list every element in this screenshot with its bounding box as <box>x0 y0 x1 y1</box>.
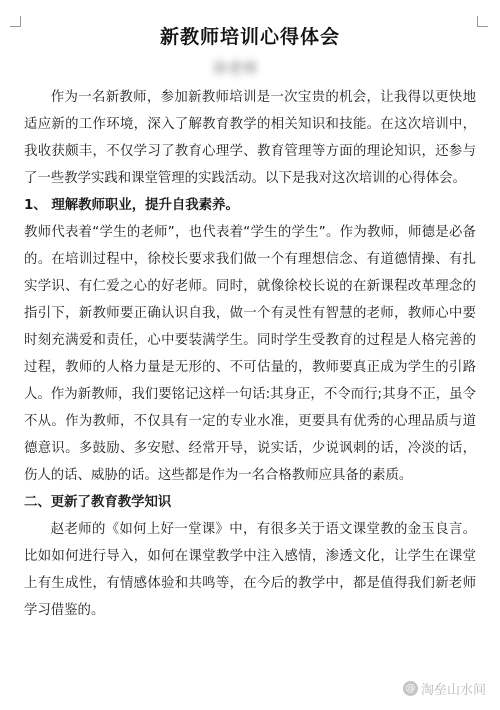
intro-paragraph: 作为一名新教师，参加新教师培训是一次宝贵的机会，让我得以更快地适应新的工作环境，深入了解教育教学的相关知识和技能。在这次培训中，我收获颇丰，不仅学习了教育心理学、教育管理等方面的理论知识，还参与了一些教学实践和课堂管理的实践活动。以下是我对这次培训的心得体会。 <box>24 90 476 186</box>
document-body <box>24 84 476 624</box>
section-1-paragraph: 教师代表着“学生的老师”，也代表着“学生的学生”。作为教师，师德是必备的。在培训过程中，徐校长要求我们做一个有理想信念、有道德情操、有扎实学识、有仁爱之心的好老师。同时，就像徐校长说的在新课程改革理念的指引下，新教师要正确认识自我，做一个有灵性有智慧的老师，教师心中要时刻充满爱和责任，心中要装满学生。同时学生受教育的过程是人格完善的过程，教师的人格力量是无形的、不可估量的，教师要真正成为学生的引路人。作为新教师，我们要铭记这样一句话:其身正，不令而行;其身不正，虽令不从。作为教师，不仅具有一定的专业水准，更要具有优秀的心理品质与道德意识。多鼓励、多安慰、经常开导，说实话，少说讽刺的话，冷淡的话，伤人的话、威胁的话。这些都是作为一名合格教师应具备的素质。 <box>24 225 476 483</box>
watermark-text: 淘垒山水间 <box>420 683 486 698</box>
section-1-heading: 1、 理解教师职业，提升自我素养。 <box>24 198 239 213</box>
document-title: 新教师培训心得体会 <box>159 26 340 48</box>
section-2-paragraph: 赵老师的《如何上好一堂课》中，有很多关于语文课堂教的金玉良言。比如如何进行导入，如何在课堂教学中注入感情，渗透文化，让学生在课堂上有生成性，有情感体验和共鸣等，在今后的教学中，都是值得我们新老师学习借鉴的。 <box>24 522 476 618</box>
watermark-logo-icon: @ <box>403 681 418 696</box>
watermark <box>403 679 486 698</box>
author-name-blurred: 徐老师 <box>212 59 258 77</box>
section-2-heading: 二、更新了教育教学知识 <box>24 495 172 510</box>
